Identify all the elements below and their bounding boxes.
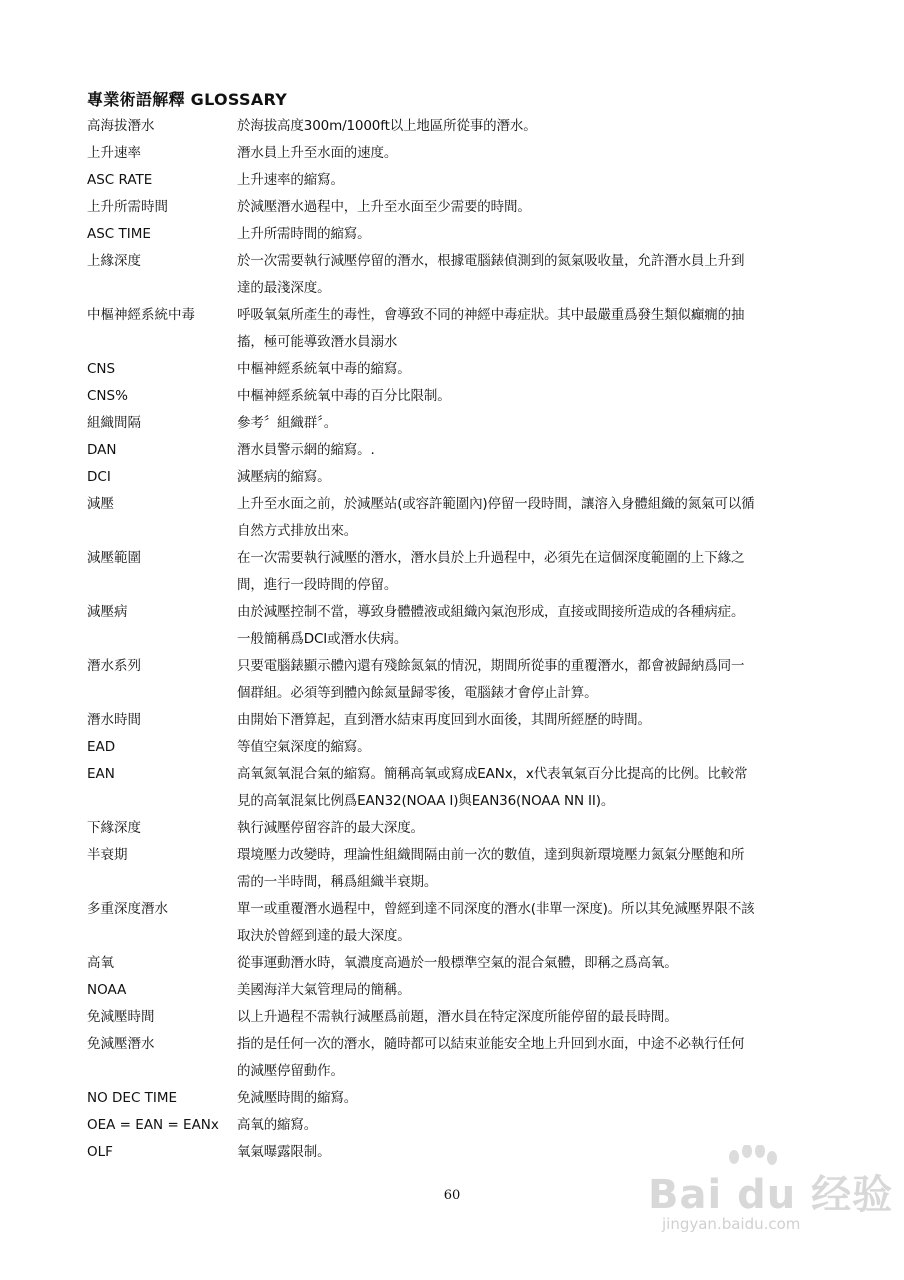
glossary-term: NOAA [87, 982, 127, 998]
glossary-term: 免減壓時間 [87, 1009, 155, 1025]
glossary-entry [87, 1031, 827, 1085]
glossary-term: 多重深度潛水 [87, 901, 168, 917]
glossary-term: 潛水系列 [87, 658, 141, 674]
definition-line: 以上升過程不需執行減壓爲前題，潛水員在特定深度所能停留的最長時間。 [237, 1009, 678, 1025]
glossary-definition [237, 950, 827, 977]
glossary-definition [237, 815, 827, 842]
glossary-entry [87, 599, 827, 653]
glossary-term: 上緣深度 [87, 253, 141, 269]
watermark-url: jingyan.baidu.com [662, 1215, 801, 1233]
definition-line: 需的一半時間，稱爲組織半衰期。 [237, 874, 438, 890]
glossary-definition [237, 842, 827, 896]
glossary-term: 潛水時間 [87, 712, 141, 728]
glossary-entry [87, 707, 827, 734]
glossary-entry [87, 194, 827, 221]
definition-line: 取決於曾經到達的最大深度。 [237, 928, 411, 944]
glossary-definition [237, 545, 827, 599]
glossary-entry [87, 977, 827, 1004]
glossary-definition [237, 410, 827, 437]
definition-line: 參考〞組織群〞。 [237, 415, 338, 431]
glossary-term: 免減壓潛水 [87, 1036, 155, 1052]
definition-line: 減壓病的縮寫。 [237, 469, 331, 485]
definition-line: 單一或重覆潛水過程中，曾經到達不同深度的潛水(非單一深度)。所以其免減壓界限不該 [237, 901, 755, 917]
glossary-entry [87, 491, 827, 545]
glossary-term: ASC RATE [87, 172, 153, 188]
glossary-entry [87, 1112, 827, 1139]
glossary-entry [87, 113, 827, 140]
glossary-entry [87, 437, 827, 464]
definition-line: 一般簡稱爲DCI或潛水伕病。 [237, 631, 408, 647]
glossary-definition [237, 248, 827, 302]
glossary-entry [87, 950, 827, 977]
watermark-logo-text: Bai du 经验 [648, 1172, 894, 1218]
glossary-definition [237, 653, 827, 707]
definition-line: 上升速率的縮寫。 [237, 172, 344, 188]
glossary-entry [87, 896, 827, 950]
glossary-term: NO DEC TIME [87, 1090, 178, 1106]
definition-line: 搐，極可能導致潛水員溺水 [237, 334, 398, 350]
glossary-term: EAD [87, 739, 116, 755]
glossary-entry [87, 167, 827, 194]
glossary-definition [237, 1004, 827, 1031]
glossary-definition [237, 383, 827, 410]
glossary-entry [87, 761, 827, 815]
glossary-term: DCI [87, 469, 111, 485]
baidu-watermark [640, 1145, 894, 1245]
definition-line: 由於減壓控制不當，導致身體體液或組織內氣泡形成，直接或間接所造成的各種病症。 [237, 604, 745, 620]
definition-line: 等值空氣深度的縮寫。 [237, 739, 371, 755]
glossary-definition [237, 734, 827, 761]
definition-line: 高氧的縮寫。 [237, 1117, 318, 1133]
glossary-entry [87, 1085, 827, 1112]
definition-line: 美國海洋大氣管理局的簡稱。 [237, 982, 411, 998]
glossary-entry [87, 410, 827, 437]
definition-line: 於減壓潛水過程中，上升至水面至少需要的時間。 [237, 199, 531, 215]
definition-line: 於一次需要執行減壓停留的潛水，根據電腦錶偵測到的氮氣吸收量，允許潛水員上升到 [237, 253, 745, 269]
glossary-definition [237, 113, 827, 140]
glossary-term: CNS [87, 361, 116, 377]
glossary-entry [87, 842, 827, 896]
glossary-definition [237, 1112, 827, 1139]
glossary-entry [87, 464, 827, 491]
definition-line: 上升所需時間的縮寫。 [237, 226, 371, 242]
definition-line: 個群組。必須等到體內餘氮量歸零後，電腦錶才會停止計算。 [237, 685, 598, 701]
glossary-definition [237, 140, 827, 167]
glossary-term: 中樞神經系統中毒 [87, 307, 195, 323]
definition-line: 於海拔高度300m/1000ft以上地區所從事的潛水。 [237, 118, 537, 134]
glossary-definition [237, 356, 827, 383]
glossary-entry [87, 248, 827, 302]
glossary-entry [87, 383, 827, 410]
glossary-entry [87, 545, 827, 599]
glossary-term: 高海拔潛水 [87, 118, 155, 134]
glossary-term: 半衰期 [87, 847, 128, 863]
glossary-definition [237, 599, 827, 653]
glossary-definition [237, 302, 827, 356]
definition-line: 自然方式排放出來。 [237, 523, 358, 539]
glossary-term: 減壓範圍 [87, 550, 141, 566]
definition-line: 在一次需要執行減壓的潛水，潛水員於上升過程中，必須先在這個深度範圍的上下緣之 [237, 550, 745, 566]
definition-line: 從事運動潛水時，氧濃度高過於一般標準空氣的混合氣體，即稱之爲高氧。 [237, 955, 678, 971]
glossary-entry [87, 221, 827, 248]
glossary-definition [237, 221, 827, 248]
glossary-list [87, 113, 827, 1166]
glossary-term: 上升速率 [87, 145, 141, 161]
glossary-term: ASC TIME [87, 226, 151, 242]
glossary-entry [87, 815, 827, 842]
glossary-definition [237, 491, 827, 545]
definition-line: 的減壓停留動作。 [237, 1063, 344, 1079]
page-title: 專業術語解釋 GLOSSARY [87, 90, 288, 109]
glossary-entry [87, 302, 827, 356]
page-number: 60 [443, 1188, 461, 1203]
glossary-term: DAN [87, 442, 117, 458]
glossary-term: 組織間隔 [87, 415, 141, 431]
glossary-definition [237, 707, 827, 734]
glossary-definition [237, 1031, 827, 1085]
glossary-definition [237, 977, 827, 1004]
glossary-definition [237, 437, 827, 464]
definition-line: 間，進行一段時間的停留。 [237, 577, 398, 593]
definition-line: 氧氣曝露限制。 [237, 1144, 331, 1160]
definition-line: 呼吸氧氣所產生的毒性，會導致不同的神經中毒症狀。其中最嚴重爲發生類似癲癇的抽 [237, 307, 745, 323]
glossary-definition [237, 761, 827, 815]
definition-line: 由開始下潛算起，直到潛水結束再度回到水面後，其間所經歷的時間。 [237, 712, 651, 728]
glossary-entry [87, 653, 827, 707]
definition-line: 免減壓時間的縮寫。 [237, 1090, 358, 1106]
glossary-entry [87, 356, 827, 383]
glossary-term: 上升所需時間 [87, 199, 168, 215]
definition-line: 中樞神經系統氧中毒的縮寫。 [237, 361, 411, 377]
definition-line: 高氧氮氧混合氣的縮寫。簡稱高氧或寫成EANx，x代表氧氣百分比提高的比例。比較常 [237, 766, 748, 782]
glossary-entry [87, 734, 827, 761]
definition-line: 潛水員警示網的縮寫。. [237, 442, 375, 458]
glossary-definition [237, 1085, 827, 1112]
definition-line: 環境壓力改變時，理論性組織間隔由前一次的數值，達到與新環境壓力氮氣分壓飽和所 [237, 847, 745, 863]
glossary-term: OEA = EAN = EANx [87, 1117, 219, 1133]
glossary-definition [237, 464, 827, 491]
glossary-term: 下緣深度 [87, 820, 141, 836]
definition-line: 只要電腦錶顯示體內還有殘餘氮氣的情況，期間所從事的重覆潛水，都會被歸納爲同一 [237, 658, 745, 674]
definition-line: 執行減壓停留容許的最大深度。 [237, 820, 424, 836]
glossary-definition [237, 896, 827, 950]
glossary-definition [237, 194, 827, 221]
definition-line: 潛水員上升至水面的速度。 [237, 145, 398, 161]
definition-line: 上升至水面之前，於減壓站(或容許範圍內)停留一段時間，讓溶入身體組織的氮氣可以循 [237, 496, 755, 512]
definition-line: 達的最淺深度。 [237, 280, 331, 296]
glossary-definition [237, 167, 827, 194]
glossary-term: EAN [87, 766, 115, 782]
glossary-term: 減壓病 [87, 604, 128, 620]
glossary-entry [87, 140, 827, 167]
glossary-term: OLF [87, 1144, 113, 1160]
definition-line: 指的是任何一次的潛水，隨時都可以結束並能安全地上升回到水面，中途不必執行任何 [237, 1036, 745, 1052]
glossary-entry [87, 1004, 827, 1031]
glossary-term: 減壓 [87, 496, 114, 512]
definition-line: 中樞神經系統氧中毒的百分比限制。 [237, 388, 451, 404]
glossary-term: 高氧 [87, 955, 114, 971]
glossary-term: CNS% [87, 388, 128, 404]
definition-line: 見的高氧混氣比例爲EAN32(NOAA I)與EAN36(NOAA NN II)。 [237, 793, 615, 809]
